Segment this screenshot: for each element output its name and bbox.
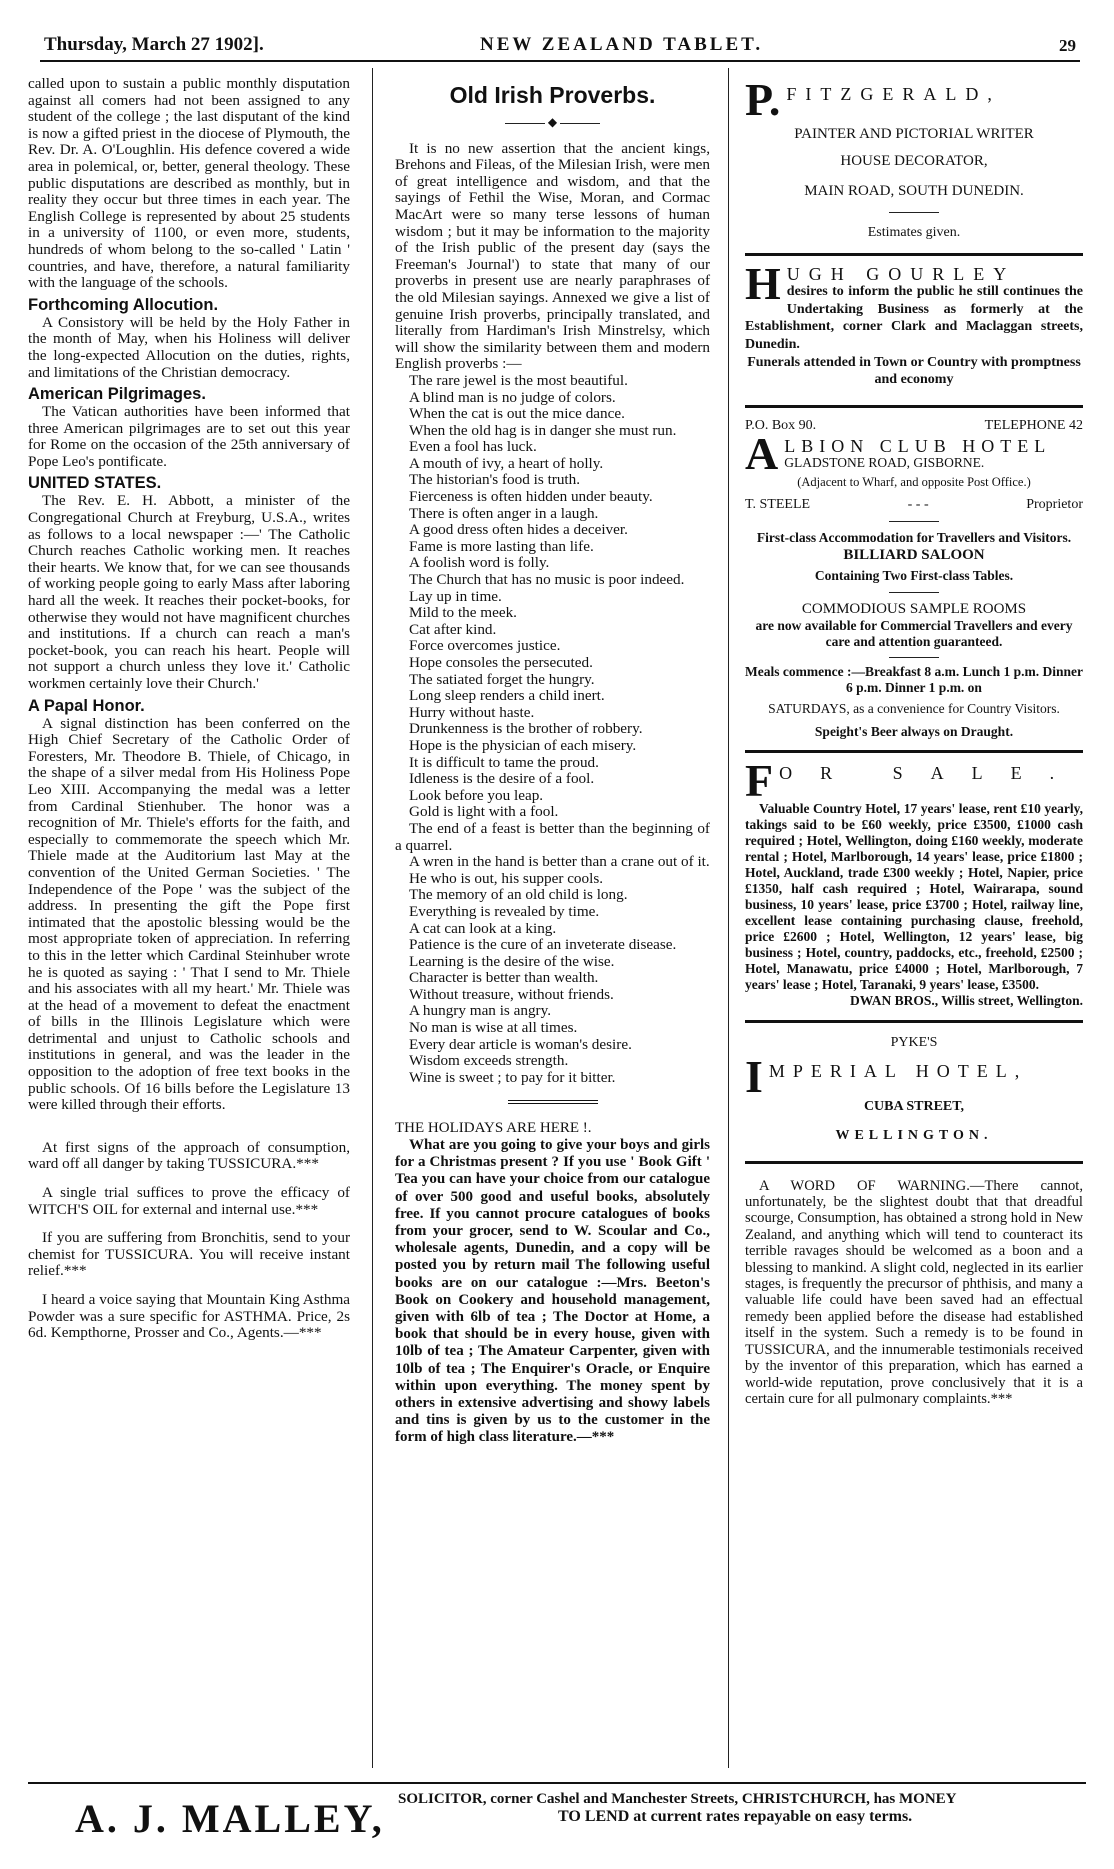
witchs-oil-notice: A single trial suffices to prove the efficacy of WITCH'S OIL for external and internal use.***	[28, 1184, 350, 1218]
ad-albion-sample-text: are now available for Commercial Travellers and every care and attention guaranteed.	[755, 617, 1073, 650]
heading-american-pilgrimages: American Pilgrimages.	[28, 385, 206, 404]
ad-albion-proprietor-dots: - - -	[907, 496, 929, 512]
proverb-item: Hope consoles the persecuted.	[409, 654, 593, 671]
proverb-item: Look before you leap.	[409, 786, 544, 804]
ad-albion-tables: Containing Two First-class Tables.	[814, 567, 1014, 583]
proverb-item: Even a fool has luck.	[409, 438, 537, 456]
ad-albion-telephone: TELEPHONE 42	[984, 417, 1083, 433]
ad-gourley-text: desires to inform the public he still continues the Undertaking Business as formerly at the Establishment, corner Clark and Maclaggan streets, Dunedin.	[745, 283, 1083, 352]
heading-united-states: UNITED STATES.	[28, 474, 162, 493]
proverb-item: Learning is the desire of the wise.	[409, 952, 615, 970]
proverb-item: When the old hag is in danger she must run.	[409, 421, 677, 439]
ad-fitzgerald-line3: MAIN ROAD, SOUTH DUNEDIN.	[804, 183, 1024, 200]
ad-for-sale-agent: DWAN BROS., Willis street, Wellington.	[849, 993, 1083, 1009]
ad-albion-saturdays: SATURDAYS, as a convenience for Country Visitors.	[768, 701, 1060, 717]
page-number: 29	[1059, 36, 1076, 55]
column-3	[745, 76, 1083, 1407]
proverb-item: Gold is light with a fool.	[409, 803, 559, 821]
ad-albion-adjacent: (Adjacent to Wharf, and opposite Post Office.)	[797, 475, 1031, 490]
ad-albion-po-box: P.O. Box 90.	[745, 417, 817, 433]
proverb-item: The Church that has no music is poor indeed.	[409, 571, 685, 589]
masthead-date: Thursday, March 27 1902].	[44, 34, 264, 55]
ad-gourley-funerals: Funerals attended in Town or Country with promptness and economy	[747, 355, 1081, 387]
ad-albion-proprietor-label: Proprietor	[1026, 496, 1083, 512]
proverb-item: A wren in the hand is better than a crane out of it.	[409, 853, 710, 871]
proverb-item: Without treasure, without friends.	[409, 985, 614, 1003]
proverb-item: Hurry without haste.	[409, 703, 535, 721]
ad-fitzgerald-line1: PAINTER AND PICTORIAL WRITER	[794, 126, 1034, 142]
ad-albion-proprietor-name: T. STEELE	[745, 496, 811, 512]
ad-hugh-gourley	[745, 256, 1083, 388]
proverb-item: It is difficult to tame the proud.	[409, 753, 599, 771]
ad-albion-initial: A	[745, 428, 779, 480]
tussicura-notice-2: If you are suffering from Bronchitis, send to your chemist for TUSSICURA. You will receive instant relief.***	[28, 1229, 350, 1280]
ad-for-sale-initial: F	[745, 755, 774, 807]
footer-advertiser-name: A. J. MALLEY,	[75, 1796, 385, 1841]
ad-imperial-street: CUBA STREET,	[863, 1099, 965, 1115]
column-rule-right	[728, 68, 729, 1768]
proverb-item: When the cat is out the mice dance.	[409, 405, 625, 423]
proverb-item: The end of a feast is better than the beginning of a quarrel.	[395, 819, 710, 854]
ad-albion-billiard: BILLIARD SALOON	[843, 546, 985, 563]
ad-albion-sample-rooms: COMMODIOUS SAMPLE ROOMS	[801, 601, 1027, 618]
ad-imperial-name: MPERIAL HOTEL,	[768, 1061, 1028, 1082]
ad-imperial-pyke: PYKE'S	[890, 1034, 938, 1050]
proverb-item: Mild to the meek.	[409, 604, 517, 622]
proverb-item: Cat after kind.	[409, 620, 497, 638]
united-states-paragraph: The Rev. E. H. Abbott, a minister of the Congregational Church at Freyburg, U.S.A., writes as follows to a local newspaper :—' The Catholic Church reaches Catholic working men. It reaches their hearts. We know that, for we can see thousands of working people going to early Mass after laboring hard all the week. It reaches their pocket-books, for otherwise they would not have magnificent churches and institutions. If a church can reach a man's pocket-book, you can reach his heart. People will not support a church unless they love it.' Catholic workmen certainly love their Church.'	[28, 492, 350, 692]
column-1	[28, 76, 350, 1342]
proverb-item: The satiated forget the hungry.	[409, 670, 595, 688]
ad-gourley-initial: H	[745, 258, 781, 310]
proverb-item: Patience is the cure of an inveterate disease.	[409, 936, 677, 954]
proverb-item: Drunkenness is the brother of robbery.	[409, 720, 643, 738]
proverb-item: A cat can look at a king.	[409, 919, 557, 937]
proverb-item: Hope is the physician of each misery.	[409, 736, 637, 754]
holidays-heading: THE HOLIDAYS ARE HERE !.	[395, 1120, 592, 1137]
proverb-item: Fame is more lasting than life.	[409, 537, 594, 555]
column-2	[395, 76, 710, 1447]
english-college-paragraph: called upon to sustain a public monthly disputation against all comers had not been assigned to any student of the college ; the last disputant of the kind is now a gifted priest in the diocese of Plymouth, the Rev. Dr. A. O'Loughlin. His defence covered a wide area in polemical, or, better, general theology. These public disputations are described as monthly, but in reality they occur but three times in each year. The English College is represented by about 25 students in a university of 1100, or even more, students, hundreds of whom belong to the so-called ' Latin ' countries, and have, therefore, a natural familiarity with the language of the schools.	[28, 75, 350, 292]
ad-albion-address: GLADSTONE ROAD, GISBORNE.	[784, 454, 985, 470]
allocution-paragraph: A Consistory will be held by the Holy Father in the month of May, when his Holiness will deliver the long-expected Allocution on the duties, rights, and limitations of the Christian democracy.	[28, 313, 350, 381]
proverb-item: A hungry man is angry.	[409, 1002, 552, 1020]
proverb-item: He who is out, his supper cools.	[409, 869, 604, 887]
word-of-warning-paragraph: A WORD OF WARNING.—There cannot, unfortunately, be the slightest doubt that that dreadful scourge, Consumption, has obtained a strong hold in New Zealand, and anything which will tend to counteract its terrible ravages should be welcomed as a boon and a blessing to mankind. A slight cold, neglected in its earlier stages, is frequently the precursor of phthisis, and many a valuable life could have been saved had an effectual remedy been applied before the disease had established itself in the system. Such a remedy is to be found in TUSSICURA, and the innumerable testimonials received by the inventor of this preparation, which has earned a world-wide reputation, prove conclusively that it is a certain cure for all pulmonary complaints.***	[745, 1177, 1083, 1407]
holidays-paragraph: What are you going to give your boys and girls for a Christmas present ? If you use ' Book Gift ' Tea you can have your choice from our catalogue of over 500 good and useful books, absolutely free. If you cannot procure catalogues of books from your grocer, send to W. Scoular and Co., wholesale agents, Dunedin, and a copy will be posted you by return mail The following useful books are on our catalogue :—Mrs. Beeton's Book on Cookery and household management, given with 6lb of tea ; The Doctor at Home, a book that should be in every house, given with 10lb of tea ; The Amateur Carpenter, given with 10lb of tea ; The Enquirer's Oracle, or Enquire within upon everything. The money spent by others in extensive advertising and showy labels and tins is given by us to the customer in the form of high class literature.—***	[395, 1137, 710, 1446]
proverb-item: The rare jewel is the most beautiful.	[409, 371, 628, 389]
separator-rule	[508, 1100, 598, 1104]
proverb-item: A mouth of ivy, a heart of holly.	[409, 454, 604, 472]
ad-for-sale-text: Valuable Country Hotel, 17 years' lease, rent £10 yearly, takings said to be £60 weekly, price £3500, £1000 cash required ; Hotel, Wellington, doing £160 weekly, moderate rental ; Hotel, Marlborough, 14 years' lease, price £1800 ; Hotel, Auckland, trade £300 weekly ; Hotel, Napier, price £1350, half cash required ; Hotel, Wairarapa, sound business, 10 years' lease, price £3700 ; Hotel, railway line, excellent lease containing purchasing clause, freehold, price £2600 ; Hotel, Wellington, 12 years' lease, big business ; Hotel, country, paddocks, etc., freehold, £2500 ; Hotel, Manawatu, price £4000 ; Hotel, Marlborough, 7 years' lease ; Hotel, Taranaki, 9 years' lease, £3500.	[745, 801, 1083, 993]
ad-fitzgerald-line2: HOUSE DECORATOR,	[840, 152, 988, 169]
ad-albion-beer: Speight's Beer always on Draught.	[814, 723, 1014, 739]
ad-fitzgerald-initial: P.	[745, 74, 781, 125]
heading-forthcoming-allocution: Forthcoming Allocution.	[28, 295, 219, 314]
ad-fitzgerald-name: FITZGERALD,	[786, 84, 1001, 104]
proverb-item: No man is wise at all times.	[409, 1019, 578, 1037]
footer-advertisement	[398, 1790, 1088, 1826]
proverb-item: Lay up in time.	[409, 587, 502, 605]
ad-for-sale	[745, 753, 1083, 1010]
tussicura-notice-1: At first signs of the approach of consumption, ward off all danger by taking TUSSICURA.***	[28, 1138, 350, 1173]
ad-fitzgerald	[745, 76, 1083, 241]
proverb-item: Force overcomes justice.	[409, 637, 561, 655]
ad-imperial-initial: I	[745, 1051, 763, 1103]
ad-albion-meals: Meals commence :—Breakfast 8 a.m. Lunch 1 p.m. Dinner 6 p.m. Dinner 1 p.m. on	[745, 663, 1083, 696]
masthead-title: NEW ZEALAND TABLET.	[480, 34, 764, 55]
ad-imperial-city: WELLINGTON.	[835, 1128, 993, 1144]
column-rule-left	[372, 68, 373, 1768]
ad-fitzgerald-line4: Estimates given.	[867, 224, 961, 240]
proverb-item: Wine is sweet ; to pay for it bitter.	[409, 1068, 616, 1086]
ad-albion-club-hotel	[745, 408, 1083, 741]
proverb-item: Idleness is the desire of a fool.	[409, 770, 595, 788]
masthead	[40, 30, 1080, 62]
proverb-item: A foolish word is folly.	[409, 554, 550, 572]
pilgrimages-paragraph: The Vatican authorities have been informed that three American pilgrimages are to set out this year for Rome on the occasion of the 25th anniversary of Pope Leo's pontificate.	[28, 403, 350, 470]
proverb-item: There is often anger in a laugh.	[409, 504, 599, 522]
proverb-item: A blind man is no judge of colors.	[409, 388, 616, 406]
proverb-item: Fierceness is often hidden under beauty.	[409, 488, 653, 506]
proverb-item: Long sleep renders a child inert.	[409, 687, 605, 705]
proverb-item: The memory of an old child is long.	[409, 886, 628, 904]
ad-albion-accommodation: First-class Accommodation for Travellers and Visitors.	[756, 530, 1072, 546]
proverb-item: Everything is revealed by time.	[409, 902, 600, 920]
ad-albion-name: LBION CLUB HOTEL	[784, 436, 1052, 457]
papal-honor-paragraph: A signal distinction has been conferred on the High Chief Secretary of the Catholic Order of Foresters, Mr. Theodore B. Thiele, of Chicago, in the shape of a silver medal from His Holiness Pope Leo XIII. Accompanying the medal was a letter from Cardinal Stienhuber. The honor was a recognition of Mr. Thiele's efforts for the faith, and especially to commemorate the speech which Mr. Thiele made at the Auditorium last May at the convention of the United German Societies. ' The Independence of the Pope ' was the subject of the address. In presenting the gift the Pope first intimated that the apostolic blessing would be the most appropriate token of appreciation. In referring to this in the letter which Cardinal Steinhuber wrote he is quoted as saying : ' That I send to Mr. Thiele and his associates with all my heart.' Mr. Thiele was at the head of a movement to defeat the enactment of bills in the Illinois Legislature which were detrimental and unjust to Catholic schools and institutions in general, and was the leader in the opposition to the adoption of free text books in the public schools. Of 16 bills before the Legislature 13 were killed through their efforts.	[28, 714, 350, 1114]
ornament-divider: ◆	[395, 114, 710, 131]
proverb-list	[395, 373, 710, 1087]
proverbs-intro: It is no new assertion that the ancient kings, Brehons and Fileas, of the Milesian Irish, were men of great intelligence and wisdom, and that the sayings of Fethil the Wise, Moran, and Cormac MacArt were so many terse lessons of human wisdom ; but it may be information to the majority of the Irish public of the present day (says the Freeman's Journal') to state that many of our proverbs in present use are nearly paraphrases of the old Milesian sayings. Annexed we give a list of genuine Irish proverbs, principally translated, and literally from Hardiman's Irish Minstrelsy, which will show the similarity between them and modern English proverbs :—	[395, 139, 710, 373]
asthma-powder-notice: I heard a voice saying that Mountain King Asthma Powder was a sure specific for ASTHMA. Price, 2s 6d. Kempthorne, Prosser and Co., Agents.—***	[28, 1291, 350, 1342]
footer-line-1: SOLICITOR, corner Cashel and Manchester Streets, CHRISTCHURCH, has MONEY	[398, 1791, 957, 1807]
ad-imperial-hotel	[745, 1023, 1083, 1145]
ad-gourley-name: UGH GOURLEY	[786, 264, 1016, 285]
ad-for-sale-name: OR SALE.	[779, 763, 1083, 784]
article-title-irish-proverbs: Old Irish Proverbs.	[449, 82, 656, 108]
proverb-item: Character is better than wealth.	[409, 969, 599, 987]
proverb-item: Every dear article is woman's desire.	[409, 1035, 632, 1053]
proverb-item: A good dress often hides a deceiver.	[409, 521, 628, 539]
footer-rule	[28, 1782, 1086, 1784]
proverb-item: The historian's food is truth.	[409, 471, 581, 489]
footer-line-2: TO LEND at current rates repayable on easy terms.	[558, 1808, 913, 1825]
proverb-item: Wisdom exceeds strength.	[409, 1052, 569, 1070]
heading-papal-honor: A Papal Honor.	[28, 696, 145, 715]
